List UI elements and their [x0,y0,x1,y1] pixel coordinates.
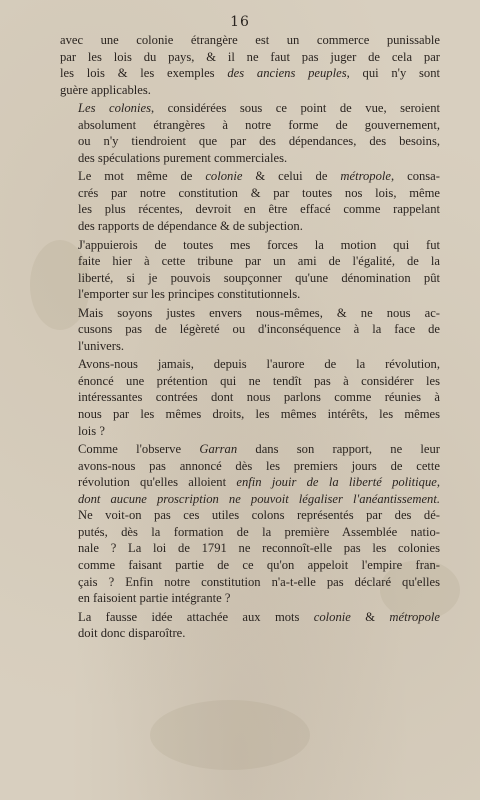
text-segment: les plus récentes, devroit en être effacé comme rappelant [78,202,440,217]
text-segment: dans son rapport, ne leur [237,442,441,457]
text-segment: comme faisant partie de ce qu'on appeloit l'empire fran- [78,557,440,572]
text-line [60,201,440,218]
paragraph [60,32,440,98]
italic-text: métropole [340,169,391,184]
text-line [60,458,440,475]
text-segment: Ne voit-on pas ces utiles colons représentés par des dé- [78,508,440,523]
text-segment: Mais soyons justes envers nous-mêmes, & ne nous ac- [78,305,440,320]
paragraph [60,441,440,606]
italic-text: colonie [205,169,243,184]
text-line [60,389,440,406]
italic-text: des anciens peuples [227,66,347,81]
text-segment: çais ? Enfin notre constitution n'a-t-elle pas déclaré qu'elles [78,574,440,589]
text-segment: l'univers. [78,338,124,353]
text-line [60,100,440,117]
text-line [60,423,440,440]
text-segment: énoncé une prétention qui ne tendît pas à considérer les [78,373,440,388]
text-line [60,540,440,557]
text-line [60,270,440,287]
text-segment: & celui de [242,169,341,184]
text-segment: Comme l'observe [78,442,200,457]
text-line [60,237,440,254]
text-line [60,150,440,167]
paragraph [60,237,440,303]
text-segment: putés, dès la formation de la première Assemblée natio- [78,524,440,539]
text-line [60,32,440,49]
text-segment: doit donc disparoître. [78,626,186,641]
text-segment: l'emporter sur les principes constitutionnels. [78,287,301,302]
text-line [60,507,440,524]
paragraph [60,100,440,166]
text-segment: & [350,609,390,624]
text-segment: avec une colonie étrangère est un commerce punissable [60,33,440,47]
text-segment: avons-nous pas annoncé dès les premiers jours de cette [78,458,440,473]
text-segment: La fausse idée attachée aux mots [78,609,314,624]
text-line [60,82,440,99]
text-segment: lois ? [78,423,105,438]
text-line [60,185,440,202]
text-line [60,491,440,508]
italic-text: Garran [199,442,238,457]
text-line [60,305,440,322]
text-segment: liberté, si je pouvois soupçonner qu'une dénomination pût [78,270,440,285]
text-line [60,133,440,150]
text-line [60,338,440,355]
text-line [60,168,440,185]
italic-text: métropole [389,609,440,624]
text-segment: cusons pas de légèreté ou d'inconséquence à la face de [78,322,440,337]
text-segment: Avons-nous jamais, depuis l'aurore de la révolution, [78,357,440,372]
text-segment: nous par les mêmes droits, les mêmes intérêts, les mêmes [78,407,440,422]
text-line [60,218,440,235]
text-line [60,557,440,574]
text-line [60,253,440,270]
page-number: 16 [230,14,250,30]
text-line [60,474,440,491]
text-line [60,625,440,642]
text-line [60,321,440,338]
text-line [60,356,440,373]
text-segment: , qui n'y sont [346,66,440,81]
paragraph [60,168,440,234]
text-line [60,609,440,626]
text-segment: nale ? La loi de 1791 ne reconnoît-elle pas les colonies [78,541,440,556]
body-text [60,32,440,644]
text-segment: faite hier à cette tribune par un ami de l'égalité, de la [78,254,440,269]
text-line [60,524,440,541]
text-line [60,65,440,82]
italic-text: colonie [313,609,351,624]
text-segment: des rapports de dépendance & de subjection. [78,219,303,234]
text-line [60,574,440,591]
text-segment: guère applicables. [60,82,151,97]
text-line [60,406,440,423]
text-segment: intéressantes contrées dont nous parlons comme réunies à [78,390,440,405]
text-segment: par les lois du pays, & il ne faut pas juger de cela par [60,49,440,64]
text-line [60,373,440,390]
text-line [60,441,440,458]
text-segment: ou n'y tiendroient que par des dépendances, des besoins, [78,134,440,149]
text-segment: , consa- [391,169,440,184]
text-segment: des spéculations purement commerciales. [78,150,288,165]
paragraph [60,356,440,439]
text-segment: les lois & les exemples [60,66,228,81]
italic-text: dont aucune proscription ne pouvoit légaliser l'anéantissement. [78,491,440,506]
text-line [60,49,440,66]
paragraph [60,305,440,355]
text-segment: , considérées sous ce point de vue, seroient [150,101,440,116]
paragraph [60,609,440,642]
text-segment: Le mot même de [78,169,206,184]
italic-text: Les colonies [78,101,151,116]
paper-stain [150,700,310,770]
text-segment: révolution qu'elles alloient [78,475,237,490]
text-segment: absolument étrangères à notre forme de gouvernement, [78,117,440,132]
text-line [60,590,440,607]
text-segment: J'appuierois de toutes mes forces la motion qui fut [78,237,440,252]
text-segment: , [436,475,441,490]
text-line [60,117,440,134]
text-segment: en faisoient partie intégrante ? [78,591,231,606]
text-line [60,286,440,303]
italic-text: enfin jouir de la liberté politique [236,475,437,490]
text-segment: crés par notre constitution & par toutes nos lois, même [78,185,440,200]
